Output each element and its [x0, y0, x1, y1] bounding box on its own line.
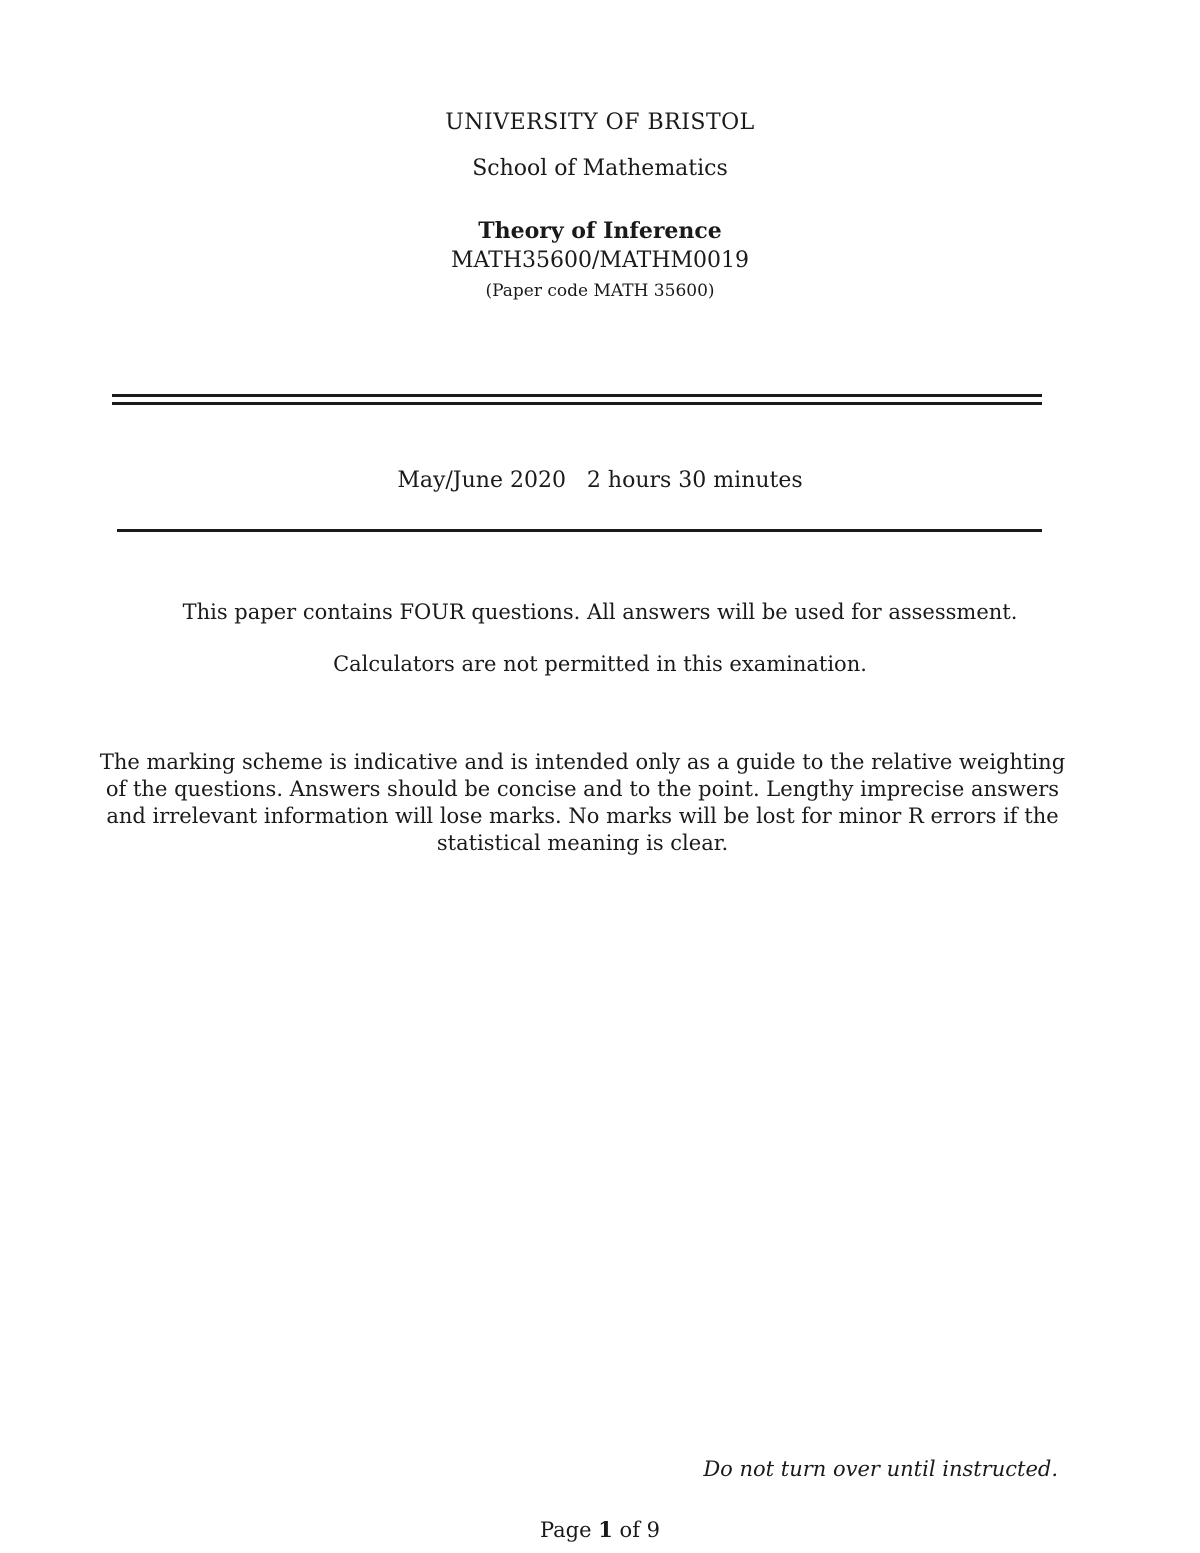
calculator-note: Calculators are not permitted in this examination. [333, 652, 867, 676]
university-name: UNIVERSITY OF BRISTOL [445, 110, 755, 135]
page-of: of [619, 1518, 640, 1542]
exam-date-duration [0, 468, 1200, 493]
section-rule [117, 529, 1042, 532]
num-questions-note: This paper contains FOUR questions. All answers will be used for assessment. [182, 600, 1018, 624]
page-prefix: Page [539, 1518, 592, 1542]
page-total: 9 [646, 1518, 661, 1542]
school-name: School of Mathematics [472, 156, 728, 181]
turn-over-notice: Do not turn over until instructed. [703, 1457, 1058, 1481]
exam-date-text: May/June 2020 2 hours 30 minutes [397, 468, 803, 493]
marking-scheme-note: The marking scheme is indicative and is intended only as a guide to the relative weighting of the questions. Answers should be concise and to the point. Lengthy imprecise answers and irrelevant information will lose marks. No marks will be lost for minor R errors if the statistical meaning is clear. [99, 750, 1066, 855]
course-codes: MATH35600/MATHM0019 [450, 248, 750, 273]
double-rule-bottom [112, 402, 1042, 405]
double-rule-top [112, 394, 1042, 397]
page-current: 1 [598, 1517, 613, 1542]
page-number [0, 1517, 1200, 1542]
course-title: Theory of Inference [478, 218, 722, 244]
paper-code: (Paper code MATH 35600) [485, 281, 715, 301]
